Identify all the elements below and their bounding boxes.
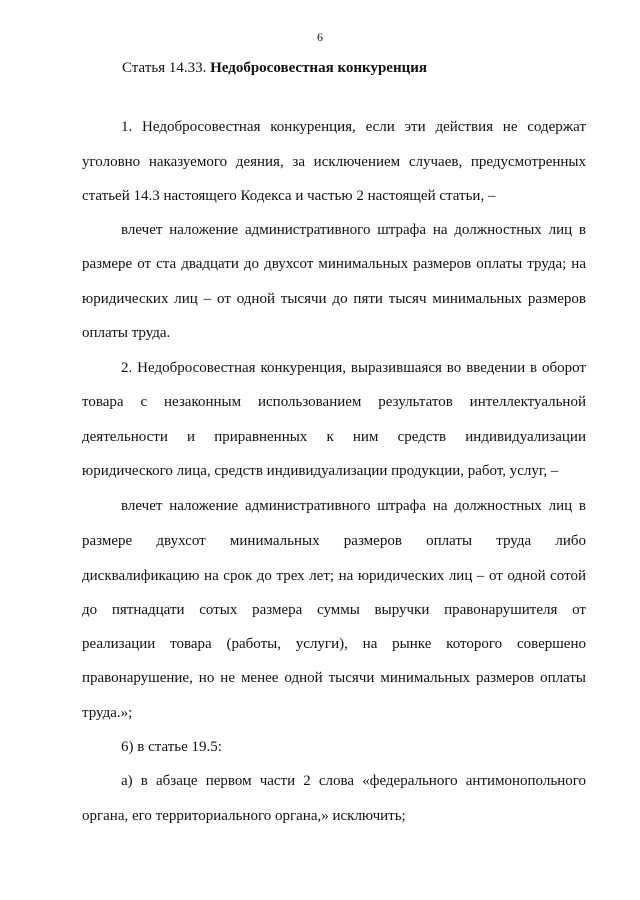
text-line: до пятнадцати сотых размера суммы выручки правонарушителя от — [82, 602, 586, 618]
text-line: органа, его территориального органа,» исключить; — [82, 808, 406, 824]
text-line: статьей 14.3 настоящего Кодекса и частью 2 настоящей статьи, – — [82, 188, 496, 204]
text-line: юридического лица, средств индивидуализации продукции, работ, услуг, – — [82, 463, 559, 479]
text-line: 2. Недобросовестная конкуренция, выразившаяся во введении в оборот — [121, 360, 586, 376]
article-name: Недобросовестная конкуренция — [210, 60, 428, 76]
text-line: 1. Недобросовестная конкуренция, если эти действия не содержат — [121, 119, 586, 135]
text-line: правонарушение, но не менее одной тысячи минимальных размеров оплаты — [82, 670, 586, 686]
text-line: уголовно наказуемого деяния, за исключением случаев, предусмотренных — [82, 154, 586, 170]
article-number: Статья 14.33. — [122, 60, 207, 76]
text-line: оплаты труда. — [82, 325, 171, 341]
text-line: а) в абзаце первом части 2 слова «федерального антимонопольного — [121, 773, 586, 789]
text-line: труда.»; — [82, 705, 133, 721]
text-line: размере от ста двадцати до двухсот минимальных размеров оплаты труда; на — [82, 256, 586, 272]
text-line: реализации товара (работы, услуги), на рынке которого совершено — [82, 636, 586, 652]
text-line: 6) в статье 19.5: — [121, 739, 222, 755]
text-line: товара с незаконным использованием результатов интеллектуальной — [82, 394, 586, 410]
page-number: 6 — [317, 30, 323, 44]
text-line: деятельности и приравненных к ним средств индивидуализации — [82, 429, 586, 445]
text-line: влечет наложение административного штрафа на должностных лиц в — [121, 498, 586, 514]
text-line: размере двухсот минимальных размеров оплаты труда либо — [82, 533, 586, 549]
text-line: дисквалификацию на срок до трех лет; на юридических лиц – от одной сотой — [82, 568, 586, 584]
text-line: юридических лиц – от одной тысячи до пяти тысяч минимальных размеров — [82, 291, 586, 307]
text-line: влечет наложение административного штрафа на должностных лиц в — [121, 222, 586, 238]
article-title — [122, 60, 427, 77]
